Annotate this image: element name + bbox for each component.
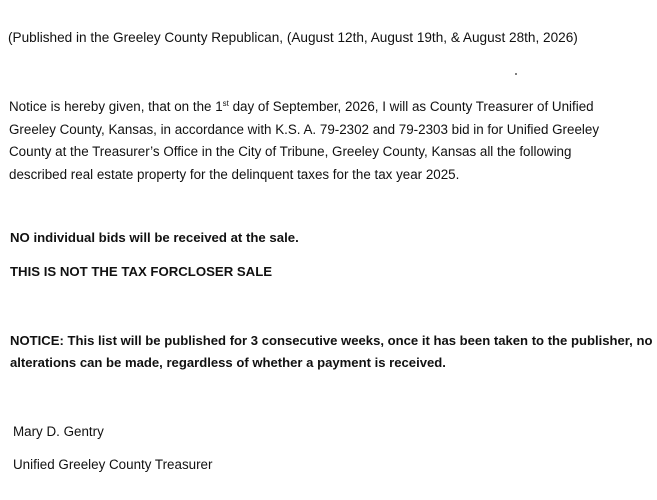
signature-name: Mary D. Gentry <box>13 424 104 439</box>
notice-paragraph-line-4: described real estate property for the delinquent taxes for the tax year 2025. <box>9 166 460 182</box>
publication-notice <box>10 330 653 374</box>
notice-paragraph-line-1 <box>9 96 609 119</box>
scan-speck <box>515 73 517 75</box>
publication-line: (Published in the Greeley County Republican, (August 12th, August 19th, & August 28th, 2026) <box>8 30 578 45</box>
publication-notice-line-1: NOTICE: This list will be published for 3 consecutive weeks, once it has been taken to the publisher, no <box>10 333 653 348</box>
not-foreclosure-statement: THIS IS NOT THE TAX FORCLOSER SALE <box>10 264 273 279</box>
ordinal-suffix: st <box>222 99 229 108</box>
notice-text-before-ordinal: Notice is hereby given, that on the 1 <box>9 99 223 114</box>
notice-paragraph-line-2: Greeley County, Kansas, in accordance with K.S. A. 79-2302 and 79-2303 bid in for Unified Greeley <box>9 121 600 137</box>
notice-text-after-ordinal: day of September, 2026, I will as County Treasurer of Unified <box>228 99 594 114</box>
no-individual-bids-statement: NO individual bids will be received at the sale. <box>10 230 299 245</box>
notice-paragraph-line-3: County at the Treasurer’s Office in the City of Tribune, Greeley County, Kansas all the following <box>9 144 572 160</box>
publication-notice-line-2: alterations can be made, regardless of whether a payment is received. <box>10 355 446 370</box>
signature-title: Unified Greeley County Treasurer <box>13 457 213 472</box>
notice-paragraph <box>9 96 609 186</box>
